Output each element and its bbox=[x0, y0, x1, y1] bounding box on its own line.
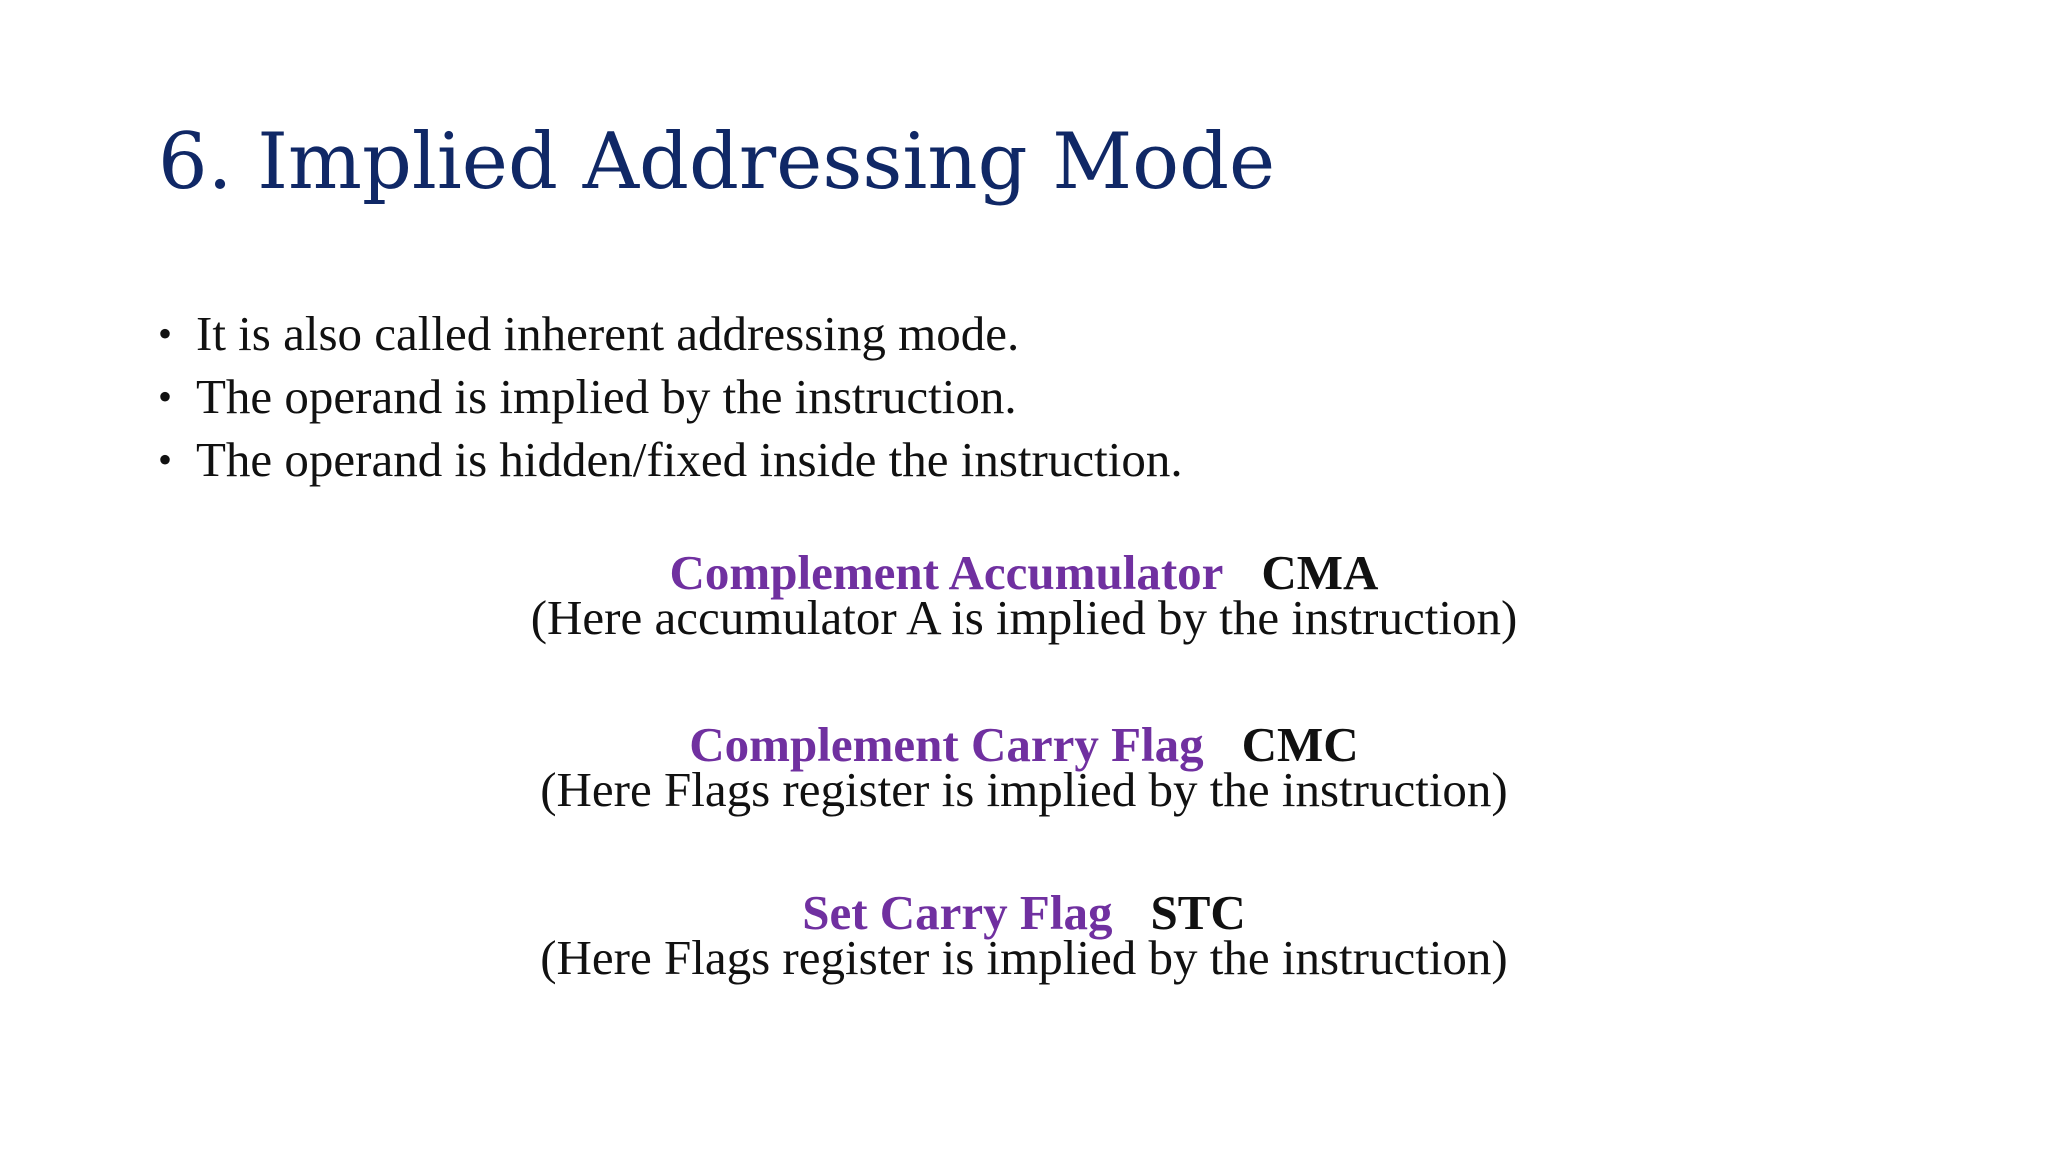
example-name: Complement Accumulator bbox=[669, 545, 1224, 600]
example-heading bbox=[0, 885, 2048, 940]
bullet-item bbox=[158, 365, 1183, 428]
example-name: Set Carry Flag bbox=[802, 885, 1113, 940]
bullet-dot-icon: • bbox=[158, 437, 173, 482]
example-note: (Here accumulator A is implied by the instruction) bbox=[530, 590, 1518, 645]
bullet-dot-icon: • bbox=[158, 311, 173, 356]
example-heading bbox=[0, 545, 2048, 600]
example-code: CMA bbox=[1261, 545, 1379, 600]
slide-title: 6. Implied Addressing Mode bbox=[158, 117, 1276, 207]
bullet-dot-icon: • bbox=[158, 374, 173, 419]
example-code: STC bbox=[1150, 885, 1246, 940]
example-code: CMC bbox=[1241, 717, 1359, 772]
bullet-item bbox=[158, 302, 1183, 365]
bullet-text: The operand is hidden/fixed inside the instruction. bbox=[196, 432, 1183, 487]
bullet-list bbox=[158, 302, 1183, 491]
example-name: Complement Carry Flag bbox=[689, 717, 1204, 772]
example-heading bbox=[0, 717, 2048, 772]
bullet-item bbox=[158, 428, 1183, 491]
example-stc bbox=[0, 885, 2048, 985]
bullet-text: The operand is implied by the instruction. bbox=[196, 369, 1017, 424]
example-cmc bbox=[0, 717, 2048, 817]
example-note: (Here Flags register is implied by the instruction) bbox=[540, 930, 1508, 985]
example-note: (Here Flags register is implied by the instruction) bbox=[540, 762, 1508, 817]
bullet-text: It is also called inherent addressing mode. bbox=[196, 306, 1020, 361]
example-cma bbox=[0, 545, 2048, 645]
